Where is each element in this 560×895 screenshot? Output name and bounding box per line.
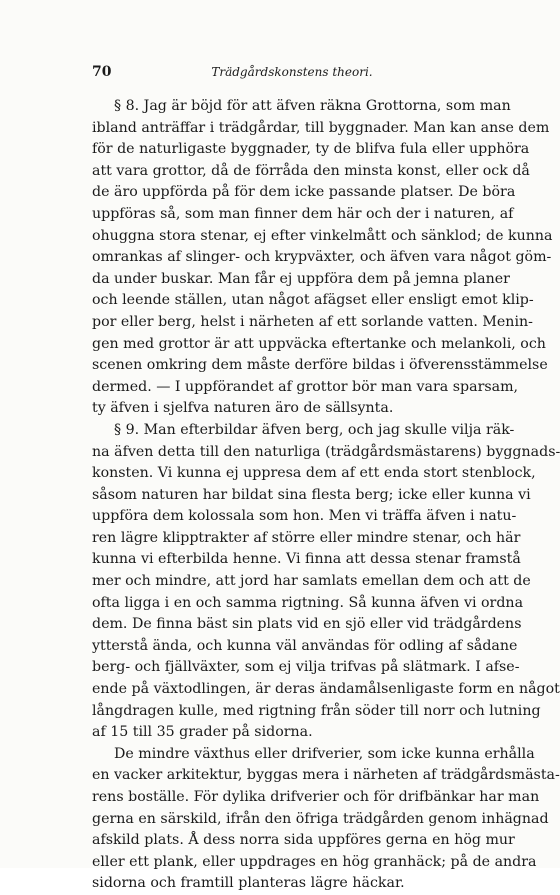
text-line: att vara grottor, då de förråda den minsta konst, eller ock då — [92, 162, 530, 179]
text-line: da under buskar. Man får ej uppföra dem på jemna planer — [92, 270, 510, 287]
text-line: uppföra dem kolossala som hon. Men vi träffa äfven i natu- — [92, 508, 517, 525]
text-line: och leende ställen, utan något afägset eller ensligt emot klip- — [92, 292, 534, 309]
text-line: af 15 till 35 grader på sidorna. — [92, 724, 313, 741]
text-line: ende på växtodlingen, är deras ändamålsenligaste form en något — [92, 681, 560, 698]
text-line: scenen omkring dem måste derföre bildas i öfverensstämmelse — [92, 357, 548, 374]
text-line: gen med grottor är att uppväcka eftertanke och melankoli, och — [92, 335, 546, 352]
text-line: konsten. Vi kunna ej uppresa dem af ett enda stort stenblock, — [92, 465, 536, 482]
text-line: rens boställe. För dylika drifverier och för drifbänkar har man — [92, 789, 540, 805]
text-line: kunna vi efterbilda henne. Vi finna att dessa stenar framstå — [92, 551, 521, 568]
text-line: ren lägre klipptrakter af större eller mindre stenar, och här — [92, 529, 521, 546]
text-line: eller ett plank, eller uppdrages en hög granhäck; på de andra — [92, 853, 537, 870]
text-line: dem. De finna bäst sin plats vid en sjö eller vid trädgårdens — [92, 616, 522, 633]
text-line: § 8. Jag är böjd för att äfven räkna Grottorna, som man — [114, 98, 511, 114]
text-line: omrankas af slinger- och krypväxter, och äfven vara något göm- — [92, 249, 552, 266]
text-line: för de naturligaste byggnader, ty de blifva fula eller upphöra — [92, 141, 530, 158]
text-line: mer och mindre, att jord har samlats emellan dem och att de — [92, 573, 531, 590]
text-line: långdragen kulle, med rigtning från söder till norr och lutning — [92, 702, 541, 719]
page-header — [92, 64, 492, 84]
text-line: en vacker arkitektur, byggas mera i närheten af trädgårdsmästa- — [92, 767, 560, 784]
text-line: na äfven detta till den naturliga (trädgårdsmästarens) byggnads- — [92, 443, 560, 460]
body-text — [92, 96, 560, 895]
text-line: uppföras så, som man finner dem här och der i naturen, af — [92, 205, 514, 222]
text-line: por eller berg, helst i närheten af ett sorlande vatten. Menin- — [92, 313, 533, 330]
text-line: afskild plats. Å dess norra sida uppföres gerna en hög mur — [92, 832, 515, 849]
text-line: sidorna och framtill planteras lägre häckar. — [92, 875, 405, 892]
text-line: gerna en särskild, ifrån den öfriga trädgården genom inhägnad — [92, 810, 549, 827]
text-line: ofta ligga i en och samma rigtning. Så kunna äfven vi ordna — [92, 594, 524, 611]
text-line: ty äfven i sjelfva naturen äro de sällsynta. — [92, 400, 394, 417]
text-line: de äro uppförda på för dem icke passande platser. De böra — [92, 184, 516, 201]
page-number: 70 — [92, 64, 112, 80]
text-line: ibland anträffar i trädgårdar, till byggnader. Man kan anse dem — [92, 119, 550, 136]
text-line: ohuggna stora stenar, ej efter vinkelmått och sänklod; de kunna — [92, 227, 553, 244]
text-line: berg- och fjällväxter, som ej vilja trifvas på slätmark. I afse- — [92, 659, 520, 676]
text-line: De mindre växthus eller drifverier, som icke kunna erhålla — [114, 745, 535, 762]
text-line: ytterstå ända, och kunna väl användas för odling af sådane — [92, 637, 518, 654]
text-line: såsom naturen har bildat sina flesta berg; icke eller kunna vi — [92, 486, 531, 503]
text-line: § 9. Man efterbildar äfven berg, och jag skulle vilja räk- — [114, 421, 515, 438]
text-line: dermed. — I uppförandet af grottor bör man vara sparsam, — [92, 378, 519, 395]
running-title: Trädgårdskonstens theori. — [211, 65, 373, 79]
